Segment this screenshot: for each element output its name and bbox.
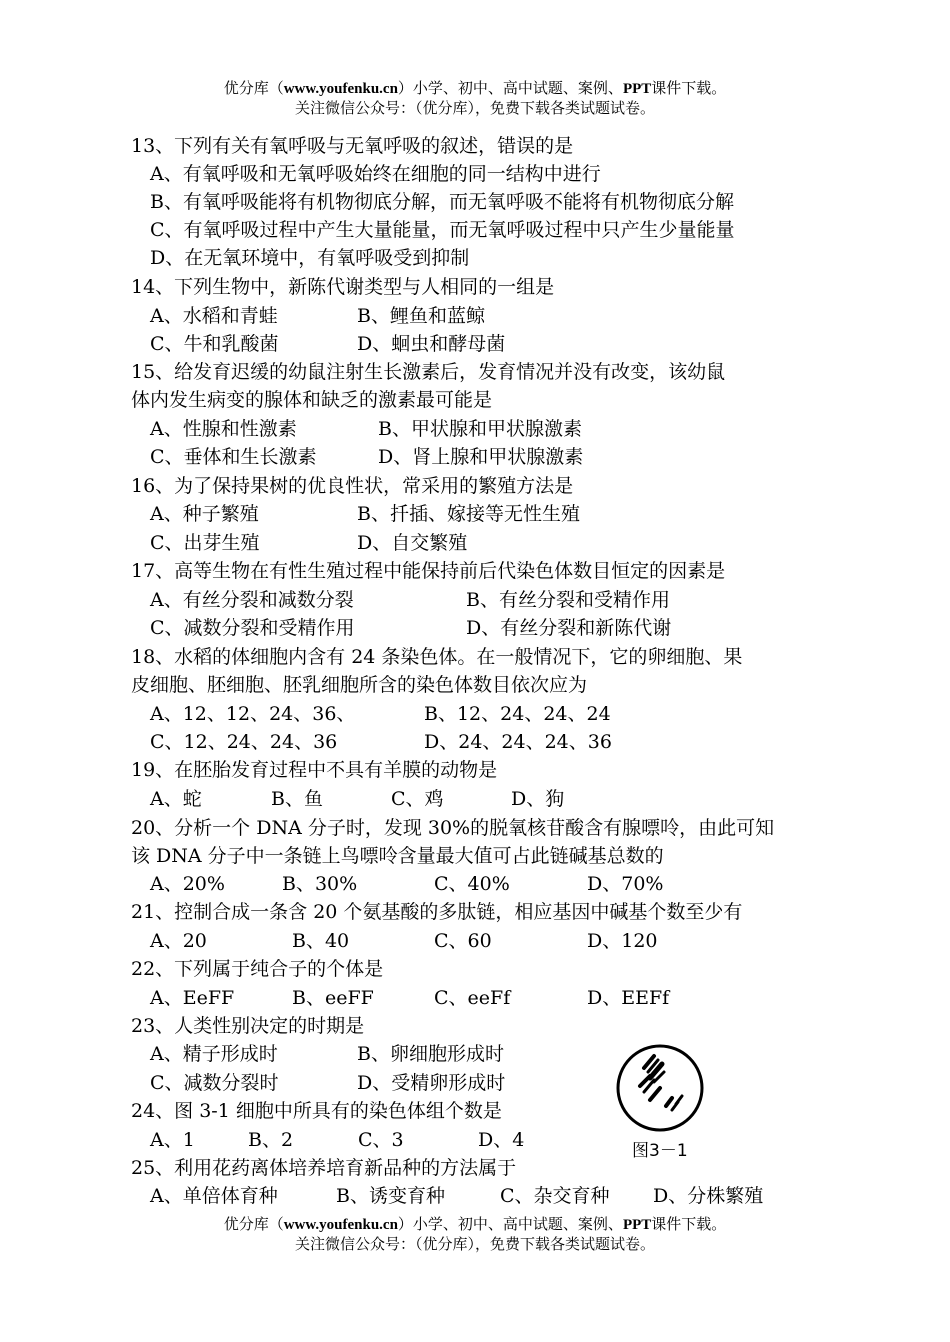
question-21-option-b: B、40 [292, 930, 350, 952]
question-16-option-c: C、出芽生殖 [150, 532, 260, 554]
question-15-option-a: A、性腺和性激素 [150, 418, 297, 440]
question-17-option-c: C、减数分裂和受精作用 [150, 617, 355, 639]
question-15-stem-2: 体内发生病变的腺体和缺乏的激素最可能是 [131, 389, 493, 411]
header-line-2: 关注微信公众号：（优分库），免费下载各类试题试卷。 [294, 99, 655, 117]
question-25-option-a: A、单倍体育种 [150, 1185, 278, 1207]
question-19-option-b: B、鱼 [271, 788, 323, 810]
question-23-option-b: B、卵细胞形成时 [357, 1043, 504, 1065]
question-13-option-c: C、有氧呼吸过程中产生大量能量，而无氧呼吸过程中只产生少量能量 [150, 219, 735, 241]
question-22-option-d: D、EEFf [587, 987, 670, 1009]
question-18-stem-1: 18、水稻的体细胞内含有 24 条染色体。在一般情况下，它的卵细胞、果 [131, 646, 743, 668]
question-18-option-c: C、12、24、24、36 [150, 731, 338, 753]
question-15-option-b: B、甲状腺和甲状腺激素 [378, 418, 582, 440]
question-15-option-c: C、垂体和生长激素 [150, 446, 317, 468]
question-13-stem: 13、下列有关有氧呼吸与无氧呼吸的叙述，错误的是 [131, 135, 574, 157]
question-21-option-c: C、60 [434, 930, 492, 952]
question-13-option-d: D、在无氧环境中，有氧呼吸受到抑制 [150, 247, 470, 269]
question-15-stem-1: 15、给发育迟缓的幼鼠注射生长激素后，发育情况并没有改变，该幼鼠 [131, 361, 726, 383]
question-13-option-a: A、有氧呼吸和无氧呼吸始终在细胞的同一结构中进行 [150, 163, 601, 185]
site-link[interactable]: www.youfenku.cn [283, 81, 398, 97]
question-14-stem: 14、下列生物中，新陈代谢类型与人相同的一组是 [131, 276, 555, 298]
question-24-option-a: A、1 [150, 1129, 195, 1151]
question-14-option-c: C、牛和乳酸菌 [150, 333, 279, 355]
question-16-option-b: B、扦插、嫁接等无性生殖 [357, 503, 580, 525]
question-18-option-d: D、24、24、24、36 [424, 731, 612, 753]
question-25-option-b: B、诱变育种 [336, 1185, 445, 1207]
question-18-stem-2: 皮细胞、胚细胞、胚乳细胞所含的染色体数目依次应为 [131, 674, 588, 696]
header-line-1: 优分库（www.youfenku.cn）小学、初中、高中试题、案例、PPT课件下载。 [223, 79, 727, 97]
question-14-option-b: B、鲤鱼和蓝鲸 [357, 305, 485, 327]
question-14-option-a: A、水稻和青蛙 [150, 305, 278, 327]
question-17-option-b: B、有丝分裂和受精作用 [466, 589, 670, 611]
question-16-stem: 16、为了保持果树的优良性状，常采用的繁殖方法是 [131, 475, 574, 497]
question-20-option-a: A、20% [150, 873, 225, 895]
question-16-option-a: A、种子繁殖 [150, 503, 259, 525]
question-23-option-a: A、精子形成时 [150, 1043, 278, 1065]
footer-line-1: 优分库（www.youfenku.cn）小学、初中、高中试题、案例、PPT课件下载。 [223, 1215, 727, 1233]
question-17-option-d: D、有丝分裂和新陈代谢 [466, 617, 672, 639]
question-22-option-c: C、eeFf [434, 987, 511, 1009]
question-19-option-c: C、鸡 [391, 788, 444, 810]
figure-caption: 图3－1 [632, 1141, 688, 1161]
question-21-option-a: A、20 [150, 930, 207, 952]
question-21-option-d: D、120 [587, 930, 658, 952]
question-22-option-a: A、EeFF [150, 987, 235, 1009]
question-22-stem: 22、下列属于纯合子的个体是 [131, 958, 384, 980]
question-18-option-b: B、12、24、24、24 [424, 703, 611, 725]
question-20-stem-1: 20、分析一个 DNA 分子时，发现 30%的脱氧核苷酸含有腺嘌呤，由此可知 [131, 817, 775, 839]
question-16-option-d: D、自交繁殖 [357, 532, 468, 554]
question-20-option-d: D、70% [587, 873, 664, 895]
question-19-option-d: D、狗 [511, 788, 565, 810]
question-19-option-a: A、蛇 [150, 788, 202, 810]
question-23-option-c: C、减数分裂时 [150, 1072, 279, 1094]
question-13-option-b: B、有氧呼吸能将有机物彻底分解，而无氧呼吸不能将有机物彻底分解 [150, 191, 734, 213]
question-23-stem: 23、人类性别决定的时期是 [131, 1015, 365, 1037]
question-18-option-a: A、12、12、24、36、 [150, 703, 356, 725]
question-15-option-d: D、肾上腺和甲状腺激素 [378, 446, 584, 468]
question-17-option-a: A、有丝分裂和减数分裂 [150, 589, 354, 611]
question-24-option-d: D、4 [478, 1129, 525, 1151]
question-17-stem: 17、高等生物在有性生殖过程中能保持前后代染色体数目恒定的因素是 [131, 560, 726, 582]
question-24-option-c: C、3 [358, 1129, 404, 1151]
question-25-option-d: D、分株繁殖 [653, 1185, 764, 1207]
footer-line-2: 关注微信公众号：（优分库），免费下载各类试题试卷。 [294, 1235, 655, 1253]
question-23-option-d: D、受精卵形成时 [357, 1072, 506, 1094]
footer-site-link[interactable]: www.youfenku.cn [283, 1217, 398, 1233]
question-20-option-c: C、40% [434, 873, 510, 895]
question-25-option-c: C、杂交育种 [500, 1185, 610, 1207]
question-20-stem-2: 该 DNA 分子中一条链上鸟嘌呤含量最大值可占此链碱基总数的 [131, 845, 664, 867]
question-24-stem: 24、图 3-1 细胞中所具有的染色体组个数是 [131, 1100, 502, 1122]
question-24-option-b: B、2 [248, 1129, 294, 1151]
question-19-stem: 19、在胚胎发育过程中不具有羊膜的动物是 [131, 759, 498, 781]
question-20-option-b: B、30% [282, 873, 358, 895]
question-21-stem: 21、控制合成一条含 20 个氨基酸的多肽链，相应基因中碱基个数至少有 [131, 901, 743, 923]
question-22-option-b: B、eeFF [292, 987, 374, 1009]
question-14-option-d: D、蛔虫和酵母菌 [357, 333, 506, 355]
question-25-stem: 25、利用花药离体培养培育新品种的方法属于 [131, 1157, 517, 1179]
